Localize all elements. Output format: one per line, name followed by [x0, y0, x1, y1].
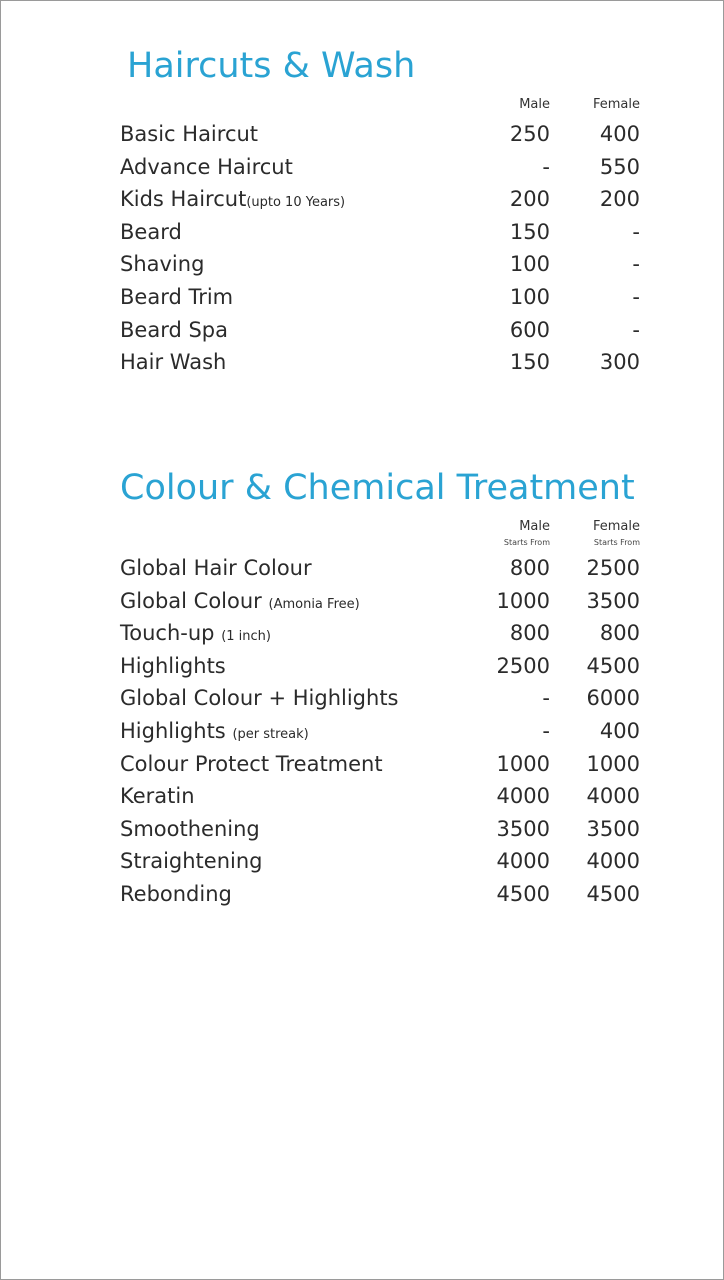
- price-male: -: [542, 686, 550, 711]
- service-name: [120, 216, 182, 248]
- price-female: 3500: [586, 588, 640, 613]
- column-header-female: Female: [592, 519, 640, 534]
- table-row: [120, 346, 640, 378]
- service-name: [120, 780, 195, 812]
- table-row: [120, 552, 640, 584]
- service-label: Beard Spa: [120, 317, 228, 342]
- price-female: 4500: [586, 653, 640, 678]
- price-female: 800: [599, 621, 640, 646]
- service-label: Global Hair Colour: [120, 556, 312, 580]
- service-name: [120, 248, 204, 280]
- section-title: Colour & Chemical Treatment: [120, 468, 635, 508]
- service-name: [120, 715, 309, 751]
- price-female: -: [632, 252, 640, 277]
- service-name: [120, 617, 271, 653]
- price-female: 400: [599, 122, 640, 146]
- price-female: 200: [599, 187, 640, 212]
- price-male: 4000: [496, 849, 550, 874]
- table-row: [120, 118, 640, 150]
- price-female: 4000: [586, 784, 640, 809]
- service-name: [120, 552, 312, 584]
- service-label: Colour Protect Treatment: [120, 751, 383, 776]
- service-label: Shaving: [120, 252, 205, 277]
- service-label: Kids Haircut: [120, 187, 247, 212]
- price-male: -: [542, 154, 550, 179]
- column-subheader-male: Starts From: [503, 538, 550, 547]
- price-female: 400: [599, 719, 640, 743]
- table-row: [120, 682, 640, 714]
- price-male: 2500: [496, 653, 550, 678]
- column-subheader-female: Starts From: [593, 538, 640, 547]
- service-label: Smoothening: [120, 816, 260, 841]
- service-label: Rebonding: [120, 882, 232, 906]
- section-title: Haircuts & Wash: [127, 46, 416, 86]
- price-female: -: [632, 219, 640, 244]
- service-label: Straightening: [120, 849, 263, 874]
- table-row: [120, 813, 640, 845]
- service-label: Beard Trim: [120, 285, 234, 309]
- service-label: Beard: [120, 219, 182, 244]
- service-label: Global Colour: [120, 588, 262, 613]
- table-row: [120, 845, 640, 877]
- table-row: [120, 748, 640, 780]
- service-label: Hair Wash: [120, 350, 227, 375]
- service-name: [120, 346, 226, 378]
- service-name: [120, 813, 260, 845]
- service-name: [120, 151, 293, 183]
- service-name: [120, 314, 228, 346]
- price-male: 800: [509, 621, 550, 646]
- service-label: Keratin: [120, 784, 195, 809]
- table-row: [120, 151, 640, 183]
- service-note: (upto 10 Years): [246, 195, 346, 211]
- price-male: 100: [509, 285, 550, 309]
- table-row: [120, 715, 640, 747]
- table-row: [120, 216, 640, 248]
- price-male: 150: [509, 350, 550, 375]
- price-male: 4500: [496, 882, 550, 906]
- service-name: [120, 845, 262, 877]
- price-male: 4000: [496, 784, 550, 809]
- price-male: 250: [509, 122, 550, 146]
- service-note: (1 inch): [221, 629, 271, 645]
- table-row: [120, 248, 640, 280]
- table-row: [120, 585, 640, 617]
- service-name: [120, 748, 383, 780]
- service-label: Advance Haircut: [120, 154, 293, 179]
- service-label: Basic Haircut: [120, 122, 259, 146]
- price-male: 3500: [496, 816, 550, 841]
- price-male: -: [542, 719, 550, 743]
- price-male: 800: [509, 556, 550, 580]
- price-female: -: [632, 317, 640, 342]
- price-female: 2500: [586, 556, 640, 580]
- price-male: 600: [509, 317, 550, 342]
- table-row: [120, 281, 640, 313]
- price-female: 4500: [586, 882, 640, 906]
- price-male: 150: [509, 219, 550, 244]
- price-male: 200: [509, 187, 550, 212]
- service-name: [120, 878, 232, 910]
- service-label: Highlights: [120, 719, 226, 743]
- service-note: (Amonia Free): [268, 596, 360, 612]
- price-female: 550: [599, 154, 640, 179]
- service-label: Highlights: [120, 653, 226, 678]
- price-female: 4000: [586, 849, 640, 874]
- price-male: 1000: [496, 751, 550, 776]
- service-label: Global Colour + Highlights: [120, 686, 399, 711]
- price-female: 6000: [586, 686, 640, 711]
- service-name: [120, 682, 399, 714]
- table-row: [120, 878, 640, 910]
- table-row: [120, 183, 640, 215]
- service-name: [120, 118, 258, 150]
- table-row: [120, 314, 640, 346]
- service-name: [120, 650, 226, 682]
- price-female: 3500: [586, 816, 640, 841]
- table-row: [120, 780, 640, 812]
- table-row: [120, 617, 640, 649]
- column-header-male: Male: [519, 519, 550, 534]
- service-label: Touch-up: [120, 621, 215, 646]
- column-header-female: Female: [592, 97, 640, 112]
- price-male: 100: [509, 252, 550, 277]
- price-female: -: [632, 285, 640, 309]
- service-name: [120, 585, 360, 621]
- service-note: (per streak): [232, 727, 309, 742]
- column-header-male: Male: [519, 97, 550, 112]
- service-name: [120, 183, 345, 219]
- price-female: 300: [599, 350, 640, 375]
- service-name: [120, 281, 233, 313]
- table-row: [120, 650, 640, 682]
- price-male: 1000: [496, 588, 550, 613]
- price-female: 1000: [586, 751, 640, 776]
